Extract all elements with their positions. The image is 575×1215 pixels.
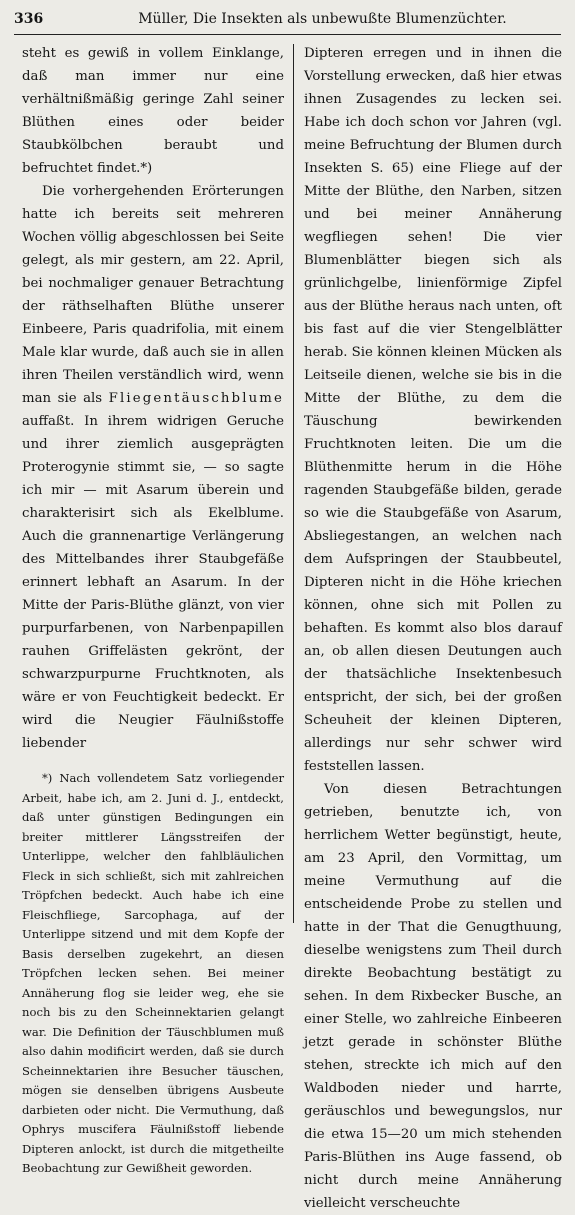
running-head: Müller, Die Insekten als unbewußte Blumenzüchter. — [138, 11, 507, 27]
page-number: 336 — [14, 11, 44, 27]
paragraph-text-part: Die vorhergehenden Erörterungen hatte ich bereits seit mehreren Wochen völlig abgeschlossen bei Seite gelegt, als mir gestern, am 22. April, bei nochmaliger genauer Betrachtung der räthselhaften Blüthe unserer Einbeere, Paris quadrifolia, mit einem Male klar wurde, daß auch sie in allen ihren Theilen verständlich wird, wenn man sie als — [22, 184, 284, 406]
header-rule — [14, 34, 561, 35]
paragraph-text-part: auffaßt. In ihrem widrigen Geruche und ihrer ziemlich ausgeprägten Proterogynie stimmt sie, — so sagte ich mir — mit Asarum überein und charakterisirt sich als Ekelblume. Auch die grannenartige Verlängerung des Mittelbandes ihrer Staubgefäße erinnert lebhaft an Asarum. In der Mitte der Paris-Blüthe glänzt, von vier purpurfarbenen, von Narbenpapillen rauhen Griffelästen gekrönt, der schwarzpurpurne Fruchtknoten, als wäre er von Feuchtigkeit bedeckt. Er wird die Neugier Fäulnißstoffe liebender — [22, 414, 284, 751]
column-divider — [293, 44, 294, 923]
right-column — [304, 42, 562, 1215]
left-paragraph-paris — [22, 180, 284, 755]
right-paragraph-observation: Von diesen Betrachtungen getrieben, benutzte ich, von herrlichem Wetter begünstigt, heute, am 23 April, den Vormittag, um meine Vermuthung auf die entscheidende Probe zu stellen und hatte in der That die Genugthuung, dieselbe wenigstens zum Theil durch direkte Beobachtung bestätigt zu sehen. In dem Rixbecker Busche, an einer Stelle, wo zahlreiche Einbeeren jetzt gerade in schönster Blüthe stehen, streckte ich mich auf den Waldboden nieder und harrte, geräuschlos und bewegungslos, nur die etwa 15—20 um mich stehenden Paris-Blüthen ins Auge fassend, ob nicht durch meine Annäherung vielleicht verscheuchte — [304, 782, 562, 1211]
right-paragraph-dipteren: Dipteren erregen und in ihnen die Vorstellung erwecken, daß hier etwas ihnen Zusagendes zu lecken sei. Habe ich doch schon vor Jahren (vgl. meine Befruchtung der Blumen durch Insekten S. 65) eine Fliege auf der Mitte der Blüthe, den Narben, sitzen und bei meiner Annäherung wegfliegen sehen! Die vier Blumenblätter biegen sich als grünlichgelbe, linienförmige Zipfel aus der Blüthe heraus nach unten, oft bis fast auf die vier Stengelblätter herab. Sie können kleinen Mücken als Leitseile dienen, welche sie bis in die Mitte der Blüthe, zu dem die Täuschung bewirkenden Fruchtknoten leiten. Die um die Blüthenmitte herum in die Höhe ragenden Staubgefäße bilden, gerade so wie die Staubgefäße von Asarum, Absliegestangen, an welchen nach dem Aufspringen der Staubbeutel, Dipteren nicht in die Höhe kriechen können, ohne sich mit Pollen zu behaften. Es kommt also blos darauf an, ob allen diesen Deutungen auch der thatsächliche Insektenbesuch entspricht, der sich, bei der großen Scheuheit der kleinen Dipteren, allerdings nur sehr schwer wird feststellen lassen. — [304, 46, 562, 774]
left-column — [22, 42, 284, 1179]
spaced-term: Fliegentäuschblume — [108, 391, 284, 406]
footnote: *) Nach vollendetem Satz vorliegender Arbeit, habe ich, am 2. Juni d. J., entdeckt, daß unter günstigen Bedingungen ein breiter mittlerer Längsstreifen der Unterlippe, welcher den fahlbläulichen Fleck in sich schließt, sich mit zahlreichen Tröpfchen bedeckt. Auch habe ich eine Fleischfliege, Sarcophaga, auf der Unterlippe sitzend und mit dem Kopfe der Basis derselben zugekehrt, an diesen Tröpfchen lecken sehen. Bei meiner Annäherung flog sie leider weg, ehe sie noch bis zu den Scheinnektarien gelangt war. Die Definition der Täuschblumen muß also dahin modificirt werden, daß sie durch Scheinnektarien ihre Besucher täuschen, mögen sie denselben übrigens Ausbeute darbieten oder nicht. Die Vermuthung, daß Ophrys muscifera Fäulnißstoff liebende Dipteren anlockt, ist durch die mitgetheilte Beobachtung zur Gewißheit geworden. — [22, 771, 284, 1175]
left-paragraph-continued: steht es gewiß in vollem Einklange, daß man immer nur eine verhältnißmäßig geringe Zahl seiner Blüthen eines oder beider Staubkölbchen beraubt und befruchtet findet.*) — [22, 46, 284, 176]
page-header — [14, 8, 561, 30]
